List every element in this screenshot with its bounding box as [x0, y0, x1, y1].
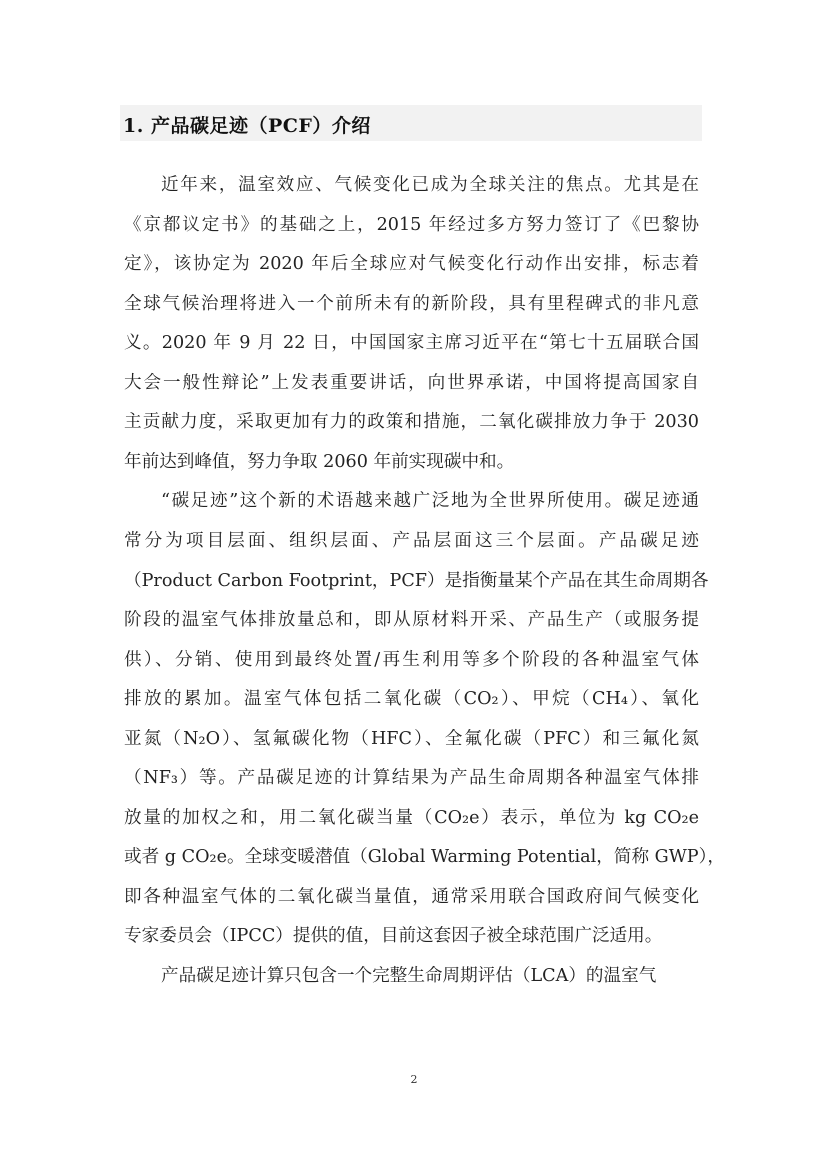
body-line: 主贡献力度，采取更加有力的政策和措施，二氧化碳排放力争于 2030 — [124, 412, 699, 433]
body-line: “碳足迹”这个新的术语越来越广泛地为全世界所使用。碳足迹通 — [161, 491, 699, 512]
body-line: 专家委员会（IPCC）提供的值，目前这套因子被全球范围广泛适用。 — [124, 926, 663, 947]
body-line: 即各种温室气体的二氧化碳当量值，通常采用联合国政府间气候变化 — [124, 886, 699, 907]
body-line: 年前达到峰值，努力争取 2060 年前实现碳中和。 — [124, 451, 515, 472]
body-line: 供）、分销、使用到最终处置/再生利用等多个阶段的各种温室气体 — [124, 649, 699, 670]
body-line: 大会一般性辩论”上发表重要讲话，向世界承诺，中国将提高国家自 — [124, 372, 699, 393]
body-line: 排放的累加。温室气体包括二氧化碳（CO₂）、甲烷（CH₄）、氧化 — [124, 689, 699, 710]
body-line: 《京都议定书》的基础之上，2015 年经过多方努力签订了《巴黎协 — [124, 214, 699, 235]
page-number: 2 — [410, 1073, 418, 1086]
body-line: 近年来，温室效应、气候变化已成为全球关注的焦点。尤其是在 — [161, 175, 699, 195]
body-line: （NF₃）等。产品碳足迹的计算结果为产品生命周期各种温室气体排 — [124, 768, 699, 789]
body-line: 定》，该协定为 2020 年后全球应对气候变化行动作出安排，标志着 — [124, 254, 699, 275]
body-line: 全球气候治理将进入一个前所未有的新阶段，具有里程碑式的非凡意 — [124, 293, 699, 314]
body-line: 产品碳足迹计算只包含一个完整生命周期评估（LCA）的温室气 — [161, 966, 657, 986]
body-line: 放量的加权之和，用二氧化碳当量（CO₂e）表示，单位为 kg CO₂e — [124, 807, 699, 828]
section-heading: 1. 产品碳足迹（PCF）介绍 — [123, 115, 371, 137]
body-line: 阶段的温室气体排放量总和，即从原材料开采、产品生产（或服务提 — [124, 610, 699, 631]
body-line: 亚氮（N₂O）、氢氟碳化物（HFC）、全氟化碳（PFC）和三氟化氮 — [124, 728, 699, 749]
body-line: 义。2020 年 9 月 22 日，中国国家主席习近平在“第七十五届联合国 — [124, 333, 699, 354]
body-line: 常分为项目层面、组织层面、产品层面这三个层面。产品碳足迹 — [124, 530, 699, 551]
body-line: 或者 g CO₂e。全球变暖潜值（Global Warming Potential，简称 GWP）， — [124, 847, 726, 868]
body-line: （Product Carbon Footprint，PCF）是指衡量某个产品在其生命周期各 — [124, 570, 709, 591]
